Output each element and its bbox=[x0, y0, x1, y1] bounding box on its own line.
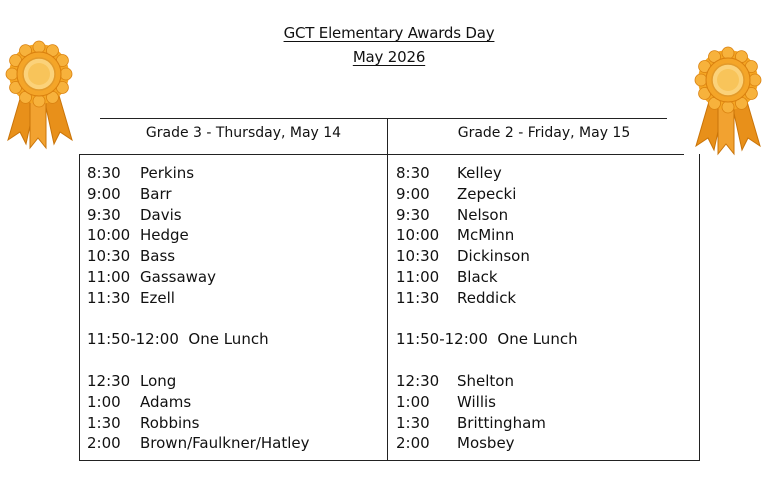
time: 9:30 bbox=[396, 205, 430, 224]
teacher: Davis bbox=[140, 205, 182, 224]
header-bottom-border-right bbox=[388, 154, 684, 155]
schedule-row bbox=[87, 246, 383, 267]
time: 1:30 bbox=[396, 413, 430, 432]
teacher: Brown/Faulkner/Hatley bbox=[140, 434, 310, 453]
teacher: Kelley bbox=[457, 164, 502, 182]
teacher: Perkins bbox=[140, 164, 195, 182]
time: 10:00 bbox=[87, 226, 131, 245]
time: 11:30 bbox=[87, 288, 131, 307]
schedule-row bbox=[396, 392, 692, 413]
time: 1:00 bbox=[87, 392, 121, 411]
schedule-row bbox=[396, 205, 692, 226]
grade2-schedule bbox=[396, 163, 692, 454]
schedule-row bbox=[87, 413, 383, 434]
teacher: Bass bbox=[140, 247, 176, 266]
teacher: Zepecki bbox=[457, 184, 517, 203]
award-ribbon-icon bbox=[688, 46, 768, 156]
schedule-row bbox=[87, 288, 383, 309]
teacher: Mosbey bbox=[457, 434, 515, 453]
teacher: Dickinson bbox=[457, 247, 530, 266]
teacher: Black bbox=[457, 267, 498, 286]
teacher: Willis bbox=[457, 392, 496, 411]
time: 1:00 bbox=[396, 392, 430, 411]
teacher: Ezell bbox=[140, 288, 175, 307]
schedule-row bbox=[87, 433, 383, 454]
time: 10:30 bbox=[396, 247, 440, 266]
schedule-row bbox=[396, 225, 692, 246]
schedule-row bbox=[87, 267, 383, 288]
grade3-schedule bbox=[87, 163, 383, 454]
time: 2:00 bbox=[396, 434, 430, 453]
header-bottom-border-left bbox=[79, 154, 389, 155]
time: 9:00 bbox=[396, 184, 430, 203]
schedule-row bbox=[396, 163, 692, 184]
teacher: Brittingham bbox=[457, 413, 546, 432]
teacher: Hedge bbox=[140, 226, 189, 245]
schedule-row bbox=[396, 433, 692, 454]
teacher: Barr bbox=[140, 184, 172, 203]
table-right-border bbox=[699, 154, 700, 461]
teacher: McMinn bbox=[457, 226, 515, 245]
schedule-row bbox=[87, 392, 383, 413]
schedule-row bbox=[87, 163, 383, 184]
teacher: Adams bbox=[140, 392, 192, 411]
lunch-row: 11:50-12:00 One Lunch bbox=[87, 330, 269, 349]
table-bottom-border bbox=[79, 460, 700, 461]
schedule-row bbox=[396, 267, 692, 288]
column-divider bbox=[387, 118, 388, 461]
schedule-row bbox=[87, 225, 383, 246]
document-title: GCT Elementary Awards Day bbox=[283, 24, 495, 42]
schedule-row bbox=[396, 288, 692, 309]
time: 10:30 bbox=[87, 247, 131, 266]
time: 11:00 bbox=[87, 267, 131, 286]
schedule-row bbox=[87, 184, 383, 205]
time: 8:30 bbox=[396, 164, 430, 182]
award-ribbon-icon bbox=[0, 40, 80, 150]
time: 10:00 bbox=[396, 226, 440, 245]
time: 12:30 bbox=[396, 371, 440, 390]
grade2-header: Grade 2 - Friday, May 15 bbox=[457, 125, 631, 141]
schedule-row bbox=[87, 205, 383, 226]
table-left-border bbox=[79, 154, 80, 461]
teacher: Nelson bbox=[457, 205, 509, 224]
teacher: Gassaway bbox=[140, 267, 216, 286]
table-top-border bbox=[100, 118, 667, 119]
teacher: Shelton bbox=[457, 371, 514, 390]
document-subtitle: May 2026 bbox=[352, 48, 426, 66]
time: 11:00 bbox=[396, 267, 440, 286]
schedule-row bbox=[396, 371, 692, 392]
time: 11:30 bbox=[396, 288, 440, 307]
time: 9:30 bbox=[87, 205, 121, 224]
schedule-row bbox=[396, 413, 692, 434]
teacher: Reddick bbox=[457, 288, 517, 307]
schedule-row bbox=[87, 371, 383, 392]
teacher: Long bbox=[140, 371, 177, 390]
schedule-row bbox=[396, 246, 692, 267]
time: 2:00 bbox=[87, 434, 121, 453]
time: 1:30 bbox=[87, 413, 121, 432]
time: 9:00 bbox=[87, 184, 121, 203]
teacher: Robbins bbox=[140, 413, 200, 432]
time: 12:30 bbox=[87, 371, 131, 390]
time: 8:30 bbox=[87, 164, 121, 182]
lunch-row: 11:50-12:00 One Lunch bbox=[396, 330, 578, 349]
schedule-row bbox=[396, 184, 692, 205]
grade3-header: Grade 3 - Thursday, May 14 bbox=[145, 125, 342, 141]
